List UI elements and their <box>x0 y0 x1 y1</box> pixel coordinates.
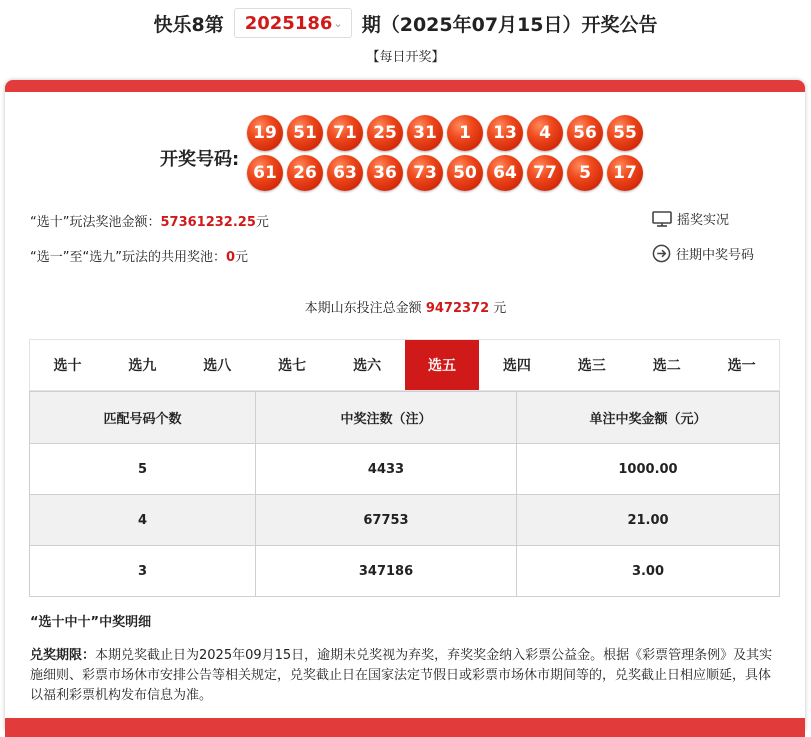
claim-notice-label: 兑奖期限： <box>30 648 96 663</box>
title-prefix: 快乐8第 <box>153 13 224 36</box>
pool-xuanshi-label: “选十”玩法奖池金额： <box>30 215 161 230</box>
tab-2[interactable]: 选八 <box>203 358 232 374</box>
live-draw-link[interactable] <box>652 209 729 228</box>
draw-ball: 63 <box>327 155 363 191</box>
table-row <box>30 495 780 546</box>
cell-prize-amount: 21.00 <box>517 495 780 546</box>
draw-ball: 36 <box>367 155 403 191</box>
cell-winner-count: 347186 <box>256 546 517 597</box>
tab-3[interactable]: 选七 <box>278 358 307 374</box>
draw-ball: 19 <box>247 115 283 151</box>
draw-numbers-label: 开奖号码: <box>160 149 240 170</box>
draw-ball: 17 <box>607 155 643 191</box>
pool-shared-unit: 元 <box>235 250 249 265</box>
issue-select[interactable] <box>234 8 352 38</box>
tab-9[interactable]: 选一 <box>727 358 756 374</box>
card-bottom-bar <box>5 718 805 737</box>
pool-xuanshi-unit: 元 <box>255 215 269 230</box>
total-unit: 元 <box>493 301 507 316</box>
cell-prize-amount: 3.00 <box>517 546 780 597</box>
total-value: 9472372 <box>425 301 490 316</box>
cell-winner-count: 4433 <box>256 444 517 495</box>
cell-match-count: 5 <box>30 444 256 495</box>
table-row <box>30 546 780 597</box>
header-match-count: 匹配号码个数 <box>30 392 256 444</box>
draw-numbers <box>247 115 649 191</box>
jackpot-detail-link[interactable]: “选十中十”中奖明细 <box>30 615 152 630</box>
draw-ball: 5 <box>567 155 603 191</box>
cell-winner-count: 67753 <box>256 495 517 546</box>
draw-ball: 64 <box>487 155 523 191</box>
tab-4[interactable]: 选六 <box>353 358 382 374</box>
draw-ball: 13 <box>487 115 523 151</box>
subtitle: 【每日开奖】 <box>366 50 445 65</box>
issue-number: 2025186 <box>244 12 333 34</box>
draw-ball: 71 <box>327 115 363 151</box>
total-label: 本期山东投注总金额 <box>304 301 422 316</box>
header <box>0 0 811 80</box>
history-label: 往期中奖号码 <box>676 248 755 263</box>
pool-shared-label: “选一”至“选九”玩法的共用奖池： <box>30 250 226 265</box>
draw-ball: 50 <box>447 155 483 191</box>
cell-prize-amount: 1000.00 <box>517 444 780 495</box>
page-title <box>0 8 811 38</box>
draw-ball: 73 <box>407 155 443 191</box>
claim-notice <box>30 646 780 706</box>
pool-shared-value: 0 <box>225 250 235 265</box>
tab-6[interactable]: 选四 <box>502 358 531 374</box>
pool-xuanshi-value: 57361232.25 <box>160 215 256 230</box>
draw-ball: 61 <box>247 155 283 191</box>
tab-8[interactable]: 选二 <box>652 358 681 374</box>
draw-ball: 55 <box>607 115 643 151</box>
table-header-row <box>30 392 780 444</box>
draw-ball: 4 <box>527 115 563 151</box>
arrow-right-circle-icon <box>652 244 671 263</box>
draw-ball: 31 <box>407 115 443 151</box>
draw-ball: 51 <box>287 115 323 151</box>
header-winner-count: 中奖注数（注） <box>256 392 517 444</box>
pool-xuanshi <box>30 211 269 230</box>
total-bet-amount <box>0 297 811 316</box>
play-type-tabs <box>29 339 780 391</box>
tab-0[interactable]: 选十 <box>53 358 82 374</box>
prize-table <box>29 391 780 597</box>
cell-match-count: 3 <box>30 546 256 597</box>
tab-7[interactable]: 选三 <box>577 358 606 374</box>
live-draw-label: 摇奖实况 <box>677 213 730 228</box>
draw-ball: 1 <box>447 115 483 151</box>
draw-ball: 26 <box>287 155 323 191</box>
draw-ball: 77 <box>527 155 563 191</box>
tab-1[interactable]: 选九 <box>128 358 157 374</box>
title-suffix: 期（2025年07月15日）开奖公告 <box>361 13 658 36</box>
draw-ball: 56 <box>567 115 603 151</box>
table-row <box>30 444 780 495</box>
history-link[interactable] <box>652 244 754 263</box>
draw-ball: 25 <box>367 115 403 151</box>
monitor-icon <box>652 211 672 227</box>
header-prize-amount: 单注中奖金额（元） <box>517 392 780 444</box>
tab-5[interactable]: 选五 <box>405 340 480 390</box>
pool-shared <box>30 246 248 265</box>
chevron-down-icon: ⌄ <box>333 16 343 30</box>
cell-match-count: 4 <box>30 495 256 546</box>
claim-notice-text: 本期兑奖截止日为2025年09月15日，逾期未兑奖视为弃奖，弃奖奖金纳入彩票公益金。根据《彩票管理条例》及其实施细则、彩票市场休市安排公告等相关规定，兑奖截止日在国家法定节假日或彩票市场休市期间等的，兑奖截止日相应顺延，具体以福利彩票机构发布信息为准。 <box>30 648 773 703</box>
